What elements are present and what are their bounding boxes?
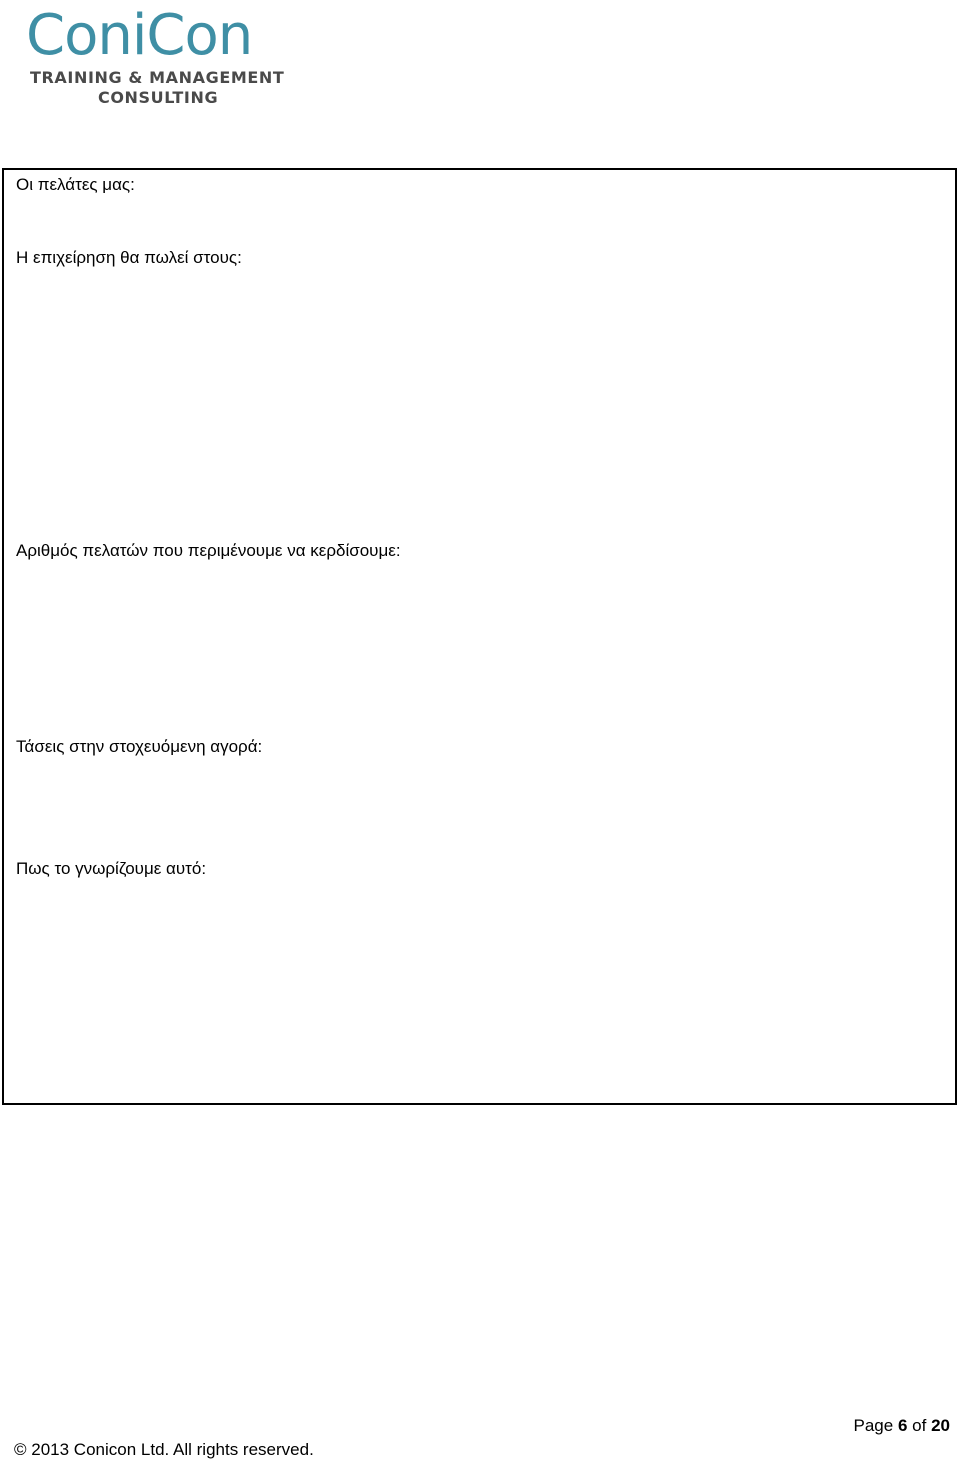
label-how-we-know: Πως το γνωρίζουμε αυτό: [16, 859, 207, 878]
page-number [854, 1414, 950, 1438]
logo-name: ConiCon [26, 3, 253, 68]
page-total: 20 [931, 1416, 950, 1435]
customers-form-box [2, 168, 957, 1105]
label-our-customers: Οι πελάτες μας: [16, 175, 135, 194]
copyright-notice: © 2013 Conicon Ltd. All rights reserved. [14, 1440, 314, 1459]
logo-tagline-line2: CONSULTING [98, 88, 219, 107]
label-market-trends: Τάσεις στην στοχευόμενη αγορά: [16, 737, 263, 756]
page-word: Page [853, 1416, 894, 1435]
label-expected-customers: Αριθμός πελατών που περιμένουμε να κερδίσουμε: [16, 541, 401, 560]
label-business-sells-to: Η επιχείρηση θα πωλεί στους: [16, 248, 242, 267]
page-current: 6 [897, 1416, 908, 1435]
page-of: of [912, 1416, 927, 1435]
conicon-logo [26, 4, 300, 108]
logo-tagline-line1: TRAINING & MANAGEMENT [30, 68, 285, 87]
